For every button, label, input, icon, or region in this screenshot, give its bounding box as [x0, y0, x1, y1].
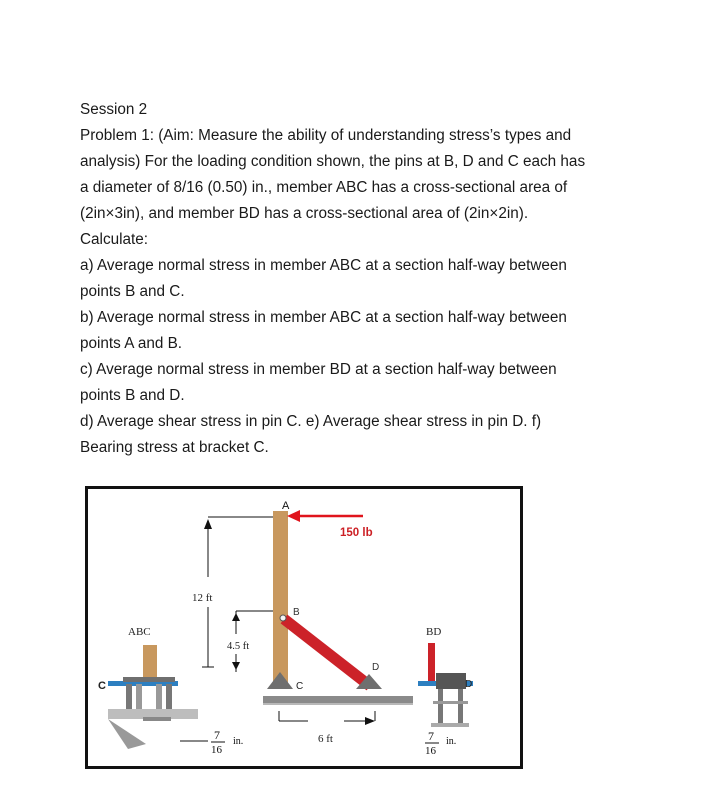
bracket-d-crossbar [433, 701, 468, 704]
bracket-c-post-mid2 [156, 684, 162, 709]
dim-height-label: 12 ft [192, 592, 213, 604]
dim-height-arrow-top [204, 519, 212, 529]
problem-line-1: Problem 1: (Aim: Measure the ability of understanding stress’s types and [80, 127, 572, 144]
bracket-d-post-left [438, 689, 443, 725]
question-a-line-1: a) Average normal stress in member ABC at a section half-way between [80, 257, 567, 274]
dim-b-arrow-bottom [232, 662, 240, 670]
pin-b [280, 615, 286, 621]
frac-right-unit: in. [446, 736, 457, 747]
point-b-label: B [293, 607, 300, 618]
point-c-label: C [296, 681, 304, 692]
bracket-d-post-right [458, 689, 463, 725]
dim-span-arrow [365, 717, 375, 725]
bracket-d-base [431, 723, 469, 727]
problem-text [80, 97, 660, 461]
member-bd [284, 619, 370, 686]
member-abc [273, 511, 288, 687]
frac-right-num: 7 [428, 729, 434, 743]
frac-left-unit: in. [233, 736, 244, 747]
bracket-c-post-mid1 [136, 684, 142, 709]
detail-c-label: C [98, 680, 106, 692]
dim-span-label: 6 ft [318, 733, 333, 745]
structure-diagram [88, 489, 520, 766]
ground-base-shadow [263, 703, 413, 705]
frac-left-num: 7 [214, 728, 220, 742]
question-d-line-1: d) Average shear stress in pin C. e) Average shear stress in pin D. f) [80, 413, 542, 430]
bracket-d-block [436, 673, 466, 689]
load-label: 150 lb [340, 527, 373, 539]
bracket-c-wedge [108, 719, 146, 749]
support-c [267, 672, 293, 689]
point-d-label: D [372, 662, 380, 673]
ground-base [263, 696, 413, 703]
bracket-c-top [123, 677, 175, 682]
problem-line-5: Calculate: [80, 231, 149, 248]
member-bd-detail [428, 643, 435, 683]
frac-left-den: 16 [211, 744, 222, 756]
member-abc-detail [143, 645, 157, 681]
problem-line-4: (2in×3in), and member BD has a cross-sectional area of (2in×2in). [80, 205, 529, 222]
dim-b-label: 4.5 ft [227, 641, 250, 652]
question-a-line-2: points B and C. [80, 283, 185, 300]
session-heading: Session 2 [80, 101, 148, 118]
problem-line-2: analysis) For the loading condition shown, the pins at B, D and C each has [80, 153, 586, 170]
question-b-line-1: b) Average normal stress in member ABC at a section half-way between [80, 309, 567, 326]
bracket-c-plate [143, 717, 171, 721]
detail-d-label: D [465, 679, 473, 690]
frac-right-den: 16 [425, 745, 436, 757]
structure-figure [85, 486, 523, 769]
label-bd: BD [426, 626, 442, 638]
question-c-line-2: points B and D. [80, 387, 185, 404]
label-abc: ABC [128, 626, 151, 638]
question-b-line-2: points A and B. [80, 335, 183, 352]
problem-line-3: a diameter of 8/16 (0.50) in., member ABC has a cross-sectional area of [80, 179, 568, 196]
point-a-label: A [282, 500, 290, 512]
question-d-line-2: Bearing stress at bracket C. [80, 439, 269, 456]
dim-b-arrow-top [232, 613, 240, 621]
question-c-line-1: c) Average normal stress in member BD at a section half-way between [80, 361, 557, 378]
